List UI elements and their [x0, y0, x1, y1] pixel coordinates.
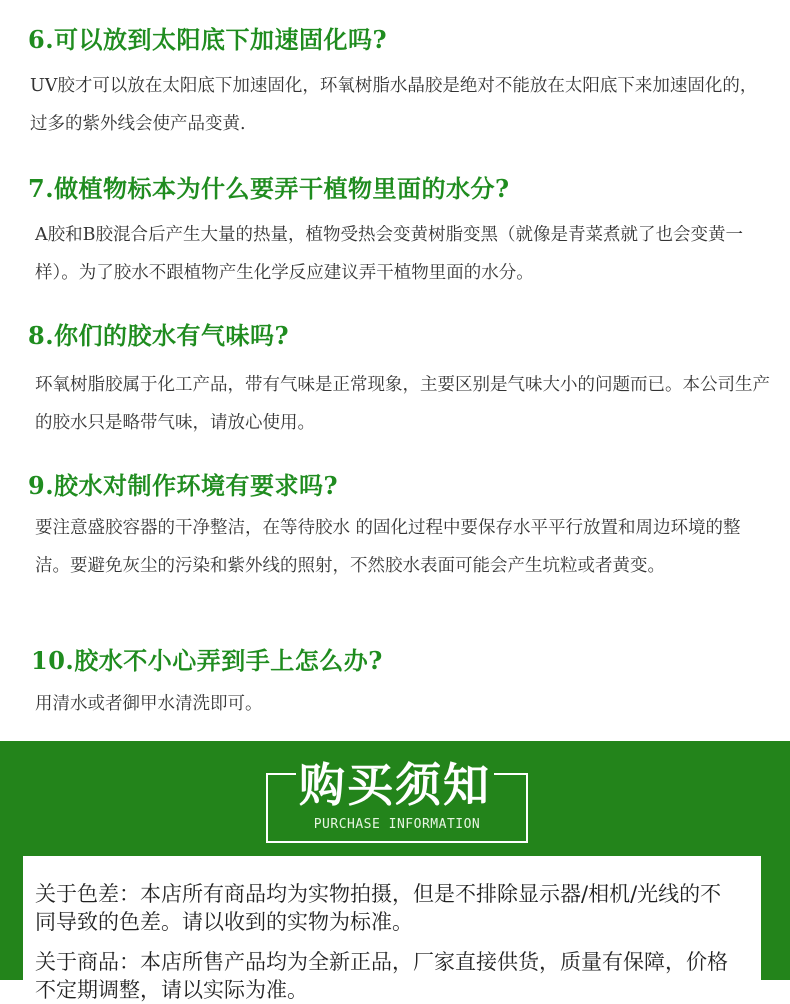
faq-answer: UV胶才可以放在太阳底下加速固化，环氧树脂水晶胶是绝对不能放在太阳底下来加速固化的，过多的紫外线会使产品变黄. — [30, 76, 758, 134]
purchase-info-panel — [0, 741, 790, 1002]
faq-answer: 要注意盛胶容器的干净整洁，在等待胶水 的固化过程中要保存水平平行放置和周边环境的整洁。要避免灰尘的污染和紫外线的照射，不然胶水表面可能会产生坑粒或者黄变。 — [35, 518, 741, 576]
purchase-info-emblem — [266, 756, 528, 842]
faq-question: 8.你们的胶水有气味吗? — [28, 321, 290, 350]
color-difference-note: 关于色差：本店所有商品均为实物拍摄，但是不排除显示器/相机/光线的不同导致的色差。请以收到的实物为标准。 — [35, 882, 722, 934]
faq-question: 9.胶水对制作环境有要求吗? — [28, 471, 339, 500]
faq-question: 10.胶水不小心弄到手上怎么办? — [31, 646, 383, 675]
product-note: 关于商品：本店所售产品均为全新正品，厂家直接供货，质量有保障，价格不定期调整，请以实际为准。 — [35, 950, 728, 1002]
faq-answer: A胶和B胶混合后产生大量的热量，植物受热会变黄树脂变黑（就像是青菜煮就了也会变黄一样）。为了胶水不跟植物产生化学反应建议弄干植物里面的水分。 — [35, 225, 743, 283]
purchase-info-title: 购买须知 — [296, 756, 494, 816]
purchase-notice-box — [23, 856, 761, 1002]
purchase-info-subtitle: PURCHASE INFORMATION — [313, 817, 481, 832]
faq-question: 6.可以放到太阳底下加速固化吗? — [28, 25, 388, 54]
faq-answer: 用清水或者御甲水清洗即可。 — [35, 694, 263, 714]
faq-question: 7.做植物标本为什么要弄干植物里面的水分? — [28, 174, 510, 203]
faq-answer: 环氧树脂胶属于化工产品，带有气味是正常现象，主要区别是气味大小的问题而已。本公司生产的胶水只是略带气味，请放心使用。 — [35, 375, 770, 433]
